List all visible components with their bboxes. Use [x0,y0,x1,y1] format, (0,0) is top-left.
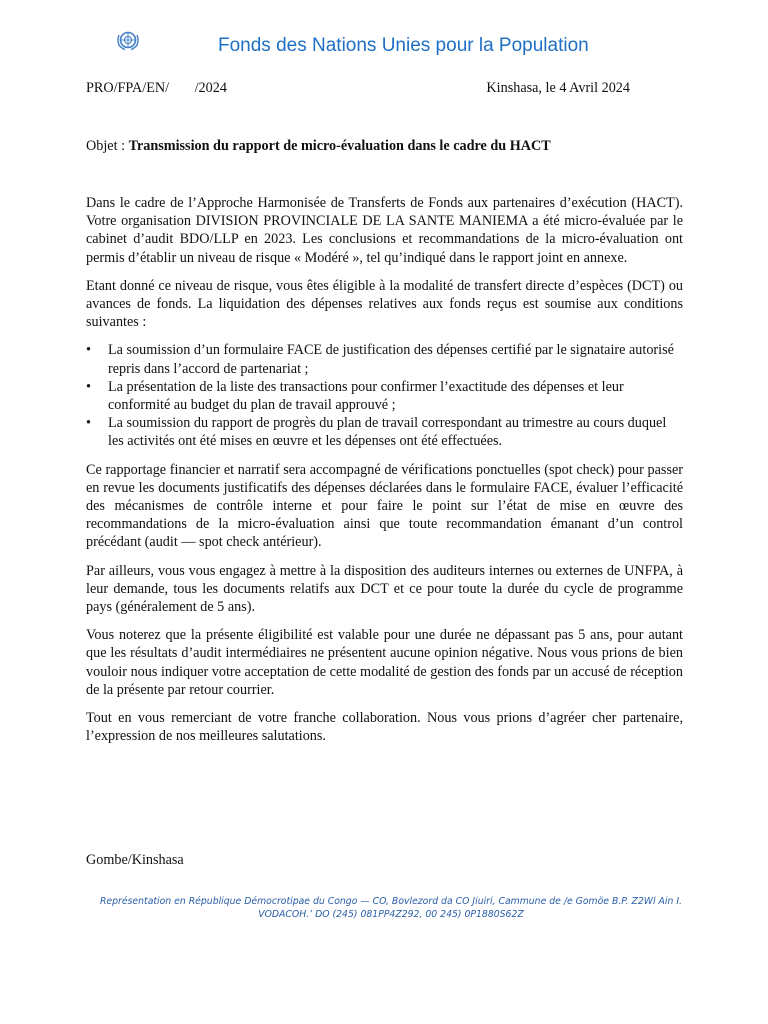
list-item [86,341,683,377]
paragraph-intro: Dans le cadre de l’Approche Harmonisée de Transferts de Fonds aux partenaires d’exécution (HACT). Votre organisation DIVISION PROVINCIALE DE LA SANTE MANIEMA a été micro-évaluée par le cabinet d’audit BDO/LLP en 2023. Les conclusions et recommandations de la micro-évaluation ont permis d’établir un niveau de risque « Modéré », tel qu’indiqué dans le rapport joint en annexe. [86,195,683,266]
condition-text: La présentation de la liste des transactions pour confirmer l’exactitude des dépenses et leur conformité au budget du plan de travail approuvé ; [108,378,624,414]
paragraph-closing: Tout en vous remerciant de votre franche collaboration. Nous vous prions d’agréer cher partenaire, l’expression de nos meilleures salutations. [86,710,683,745]
reference-code: PRO/FPA/EN/ [86,80,170,96]
footer-line-1: Représentation en République Démocrotipae du Congo — CO, Bovlezord da CO Jiuiri, Cammune de /e Gomöe B.P. Z2Wl Ain I. [99,896,683,907]
paragraph-validity: Vous noterez que la présente éligibilité est valable pour une durée ne dépassant pas 5 ans, pour autant que les résultats d’audit intermédiaires ne présentent aucune opinion négative. Nous vous prions de bien vouloir nous indiquer votre acceptation de cette modalité de gestion des fonds par un accusé de réception de la présente par retour courrier. [86,627,683,698]
bullet-icon: • [86,415,91,432]
subject-label: Objet : [86,138,126,154]
reference-line [86,80,630,97]
reference-code-group [86,80,227,97]
organization-name: Fonds des Nations Unies pour la Population [218,35,589,56]
signature-place: Gombe/Kinshasa [86,852,184,868]
place-date: Kinshasa, le 4 Avril 2024 [486,80,630,96]
letter-body [86,194,683,755]
paragraph-auditors: Par ailleurs, vous vous engagez à mettre à la disposition des auditeurs internes ou externes de UNFPA, à leur demande, tous les documents relatifs aux DCT et ce pour toute la durée du cycle de programme pays (généralement de 5 ans). [86,562,683,616]
subject-text: Transmission du rapport de micro-évaluation dans le cadre du HACT [128,138,551,154]
footer-address [96,895,686,921]
bullet-icon: • [86,378,91,395]
subject-line [86,138,686,155]
footer-line-2: VODACOH.’ DO (245) 081PP4Z292, 00 245) 0P1880S62Z [258,909,524,920]
condition-text: La soumission du rapport de progrès du plan de travail correspondant au trimestre au cours duquel les activités ont été mises en œuvre et les dépenses ont été effectuées. [108,415,667,450]
paragraph-reporting: Ce rapportage financier et narratif sera accompagné de vérifications ponctuelles (spot check) pour passer en revue les documents justificatifs des dépenses déclarées dans le formulaire FACE, évaluer l’efficacité des mécanismes de contrôle interne et pour faire le point sur l’état de mise en œuvre des recommandations de la micro-évaluation ainsi que toute recommandation émanant d’un control précédant (audit — spot check antérieur). [86,461,683,551]
conditions-list [86,341,683,450]
bullet-icon: • [86,342,91,359]
paragraph-eligibility: Etant donné ce niveau de risque, vous êtes éligible à la modalité de transfert directe d’espèces (DCT) ou avances de fonds. La liquidation des dépenses relatives aux fonds reçus est soumise aux conditions suivantes : [86,277,683,331]
condition-text: La soumission d’un formulaire FACE de justification des dépenses certifié par le signataire autorisé repris dans l’accord de partenariat ; [108,342,674,377]
un-emblem-icon [116,29,140,51]
reference-year: /2024 [194,80,227,96]
list-item [86,378,683,414]
list-item [86,414,683,450]
